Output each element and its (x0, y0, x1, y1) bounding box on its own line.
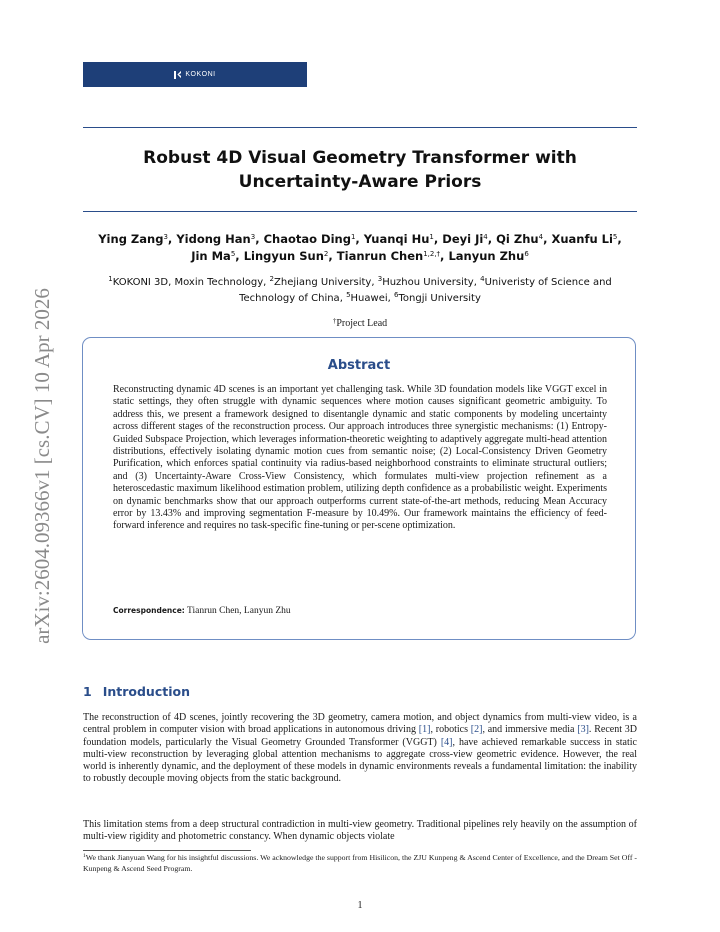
author-name: Lanyun Zhu (448, 249, 525, 263)
abstract-heading: Abstract (327, 358, 391, 373)
author-name: Qi Zhu (496, 232, 539, 246)
citation-link[interactable]: [4] (440, 736, 453, 748)
footnote-rule (83, 850, 251, 851)
author: Lingyun Sun$^2$, (243, 249, 333, 263)
author: Deyi Ji$^4$, (442, 232, 493, 246)
citation-link[interactable]: [1] (418, 724, 431, 736)
affiliation (394, 293, 481, 304)
correspondence-names: Tianrun Chen, Lanyun Zhu (187, 606, 291, 616)
affiliation-name: Zhejiang University (274, 277, 372, 288)
author: Chaotao Ding$^1$, (263, 232, 360, 246)
intro-paragraph-2: This limitation stems from a deep structural contradiction in multi-view geometry. Traditional pipelines rely heavily on the assumption of multi-view rigidity and photometric constancy. When dynamic objects violate (83, 819, 637, 843)
author-affiliation-mark: 3 (163, 233, 168, 241)
author-affiliation-mark: 4 (538, 233, 544, 241)
author: Xuanfu Li$^5$, (551, 232, 622, 246)
kokoni-banner (83, 62, 307, 87)
citation-link[interactable]: [2] (470, 724, 483, 736)
author-name: Ying Zang (98, 232, 164, 246)
author-affiliation-mark: 6 (524, 250, 529, 258)
author-affiliation-mark: 5 (612, 233, 618, 241)
arxiv-identifier: arXiv:2604.09366v1 [cs.CV] 10 Apr 2026 (30, 288, 54, 644)
abstract-box (82, 337, 636, 640)
author-affiliation-mark: 1 (429, 233, 434, 241)
dagger-mark: † (332, 317, 337, 325)
affiliation-number: 4 (480, 275, 485, 283)
affiliation-number: 1 (108, 275, 113, 283)
affiliation: $^4$Univeristy of Science and Technology of China, (239, 275, 612, 304)
correspondence-label: Correspondence: (113, 606, 185, 615)
author: Qi Zhu$^4$, (496, 232, 548, 246)
paper-title (83, 146, 637, 194)
kokoni-logo-icon (174, 71, 182, 79)
affiliation-name: Huzhou University (382, 277, 474, 288)
affiliation-name: Tongji University (398, 293, 481, 304)
author-name: Yidong Han (176, 232, 251, 246)
project-lead-note (83, 318, 637, 329)
title-line-2: Uncertainty-Aware Priors (238, 172, 482, 192)
affiliation-number: 5 (346, 291, 351, 299)
section-title: Introduction (102, 684, 190, 699)
affiliation: $^5$Huawei, (346, 291, 391, 304)
author (448, 249, 528, 263)
title-bottom-rule (83, 211, 637, 212)
author-name: Yuanqi Hu (363, 232, 430, 246)
intro-text: , have achieved remarkable success in static multi-view reconstruction by leveraging global attention mechanisms to aggregate cross-view geometric evidence. However, the real world is inherently dynamic, and the deployment of these models in dynamic environments reveals a fundamental limitation: the inability to robustly decouple moving objects from the static background. (83, 736, 637, 785)
correspondence (113, 606, 291, 616)
affiliation-number: 6 (394, 291, 399, 299)
affiliation-name: Huawei (350, 293, 388, 304)
author-name: Chaotao Ding (263, 232, 351, 246)
author-name: Xuanfu Li (551, 232, 613, 246)
intro-paragraph-1 (83, 712, 637, 786)
author-affiliation-mark: 4 (483, 233, 488, 241)
affiliation-number: 2 (269, 275, 274, 283)
affiliation-name: Univeristy of Science and Technology of China (239, 277, 612, 304)
affiliation: $^2$Zhejiang University, (269, 275, 375, 288)
section-number: 1 (83, 684, 92, 699)
author-name: Deyi Ji (442, 232, 484, 246)
author-affiliation-mark: 1,2,† (423, 250, 441, 258)
page-number: 1 (357, 900, 363, 911)
citation-link[interactable]: [3] (577, 724, 589, 736)
affiliation-list (83, 275, 637, 307)
affiliation-number: 3 (377, 275, 383, 283)
banner-logo-text: KOKONI (185, 71, 216, 78)
abstract-text: Reconstructing dynamic 4D scenes is an important yet challenging task. While 3D foundation models like VGGT excel in static settings, they often struggle with dynamic sequences where motion causes significant geometric ambiguity. To address this, we present a framework designed to disentangle dynamic and static components by modeling uncertainty across different stages of the reconstruction process. Our approach introduces three synergistic mechanisms: (1) Entropy-Guided Subspace Projection, which leverages information-theoretic weighting to adaptively aggregate multi-head attention distributions, effectively isolating dynamic motion cues from semantic noise; (2) Local-Consistency Driven Geometry Purification, which enforces spatial continuity via radius-based neighborhood constraints to eliminate structural outliers; and (3) Uncertainty-Aware Cross-View Consistency, which formulates multi-view projection refinement as a heteroscedastic maximum likelihood estimation problem, utilizing depth confidence as a probabilistic weight. Experiments on dynamic benchmarks show that our approach outperforms current state-of-the-art methods, reducing Mean Accuracy error by 13.43% and improving segmentation F-measure by 10.49%. Our framework maintains the efficiency of feed-forward inference and requires no task-specific fine-tuning or per-scene optimization. (113, 384, 607, 532)
author-list (78, 231, 642, 265)
author-affiliation-mark: 5 (230, 250, 236, 258)
footnote (83, 853, 637, 874)
author-name: Lingyun Sun (243, 249, 324, 263)
author: Tianrun Chen$^{1,2,\dagger}$, (336, 249, 445, 263)
author-name: Jin Ma (191, 249, 231, 263)
affiliation-name: KOKONI 3D, Moxin Technology (112, 277, 264, 288)
intro-text: , robotics (430, 724, 471, 736)
footnote-mark: 1 (83, 853, 86, 859)
title-line-1: Robust 4D Visual Geometry Transformer with (143, 148, 577, 168)
author: Yidong Han$^3$, (176, 232, 260, 246)
title-top-rule (83, 127, 637, 128)
affiliation: $^1$KOKONI 3D, Moxin Technology, (108, 275, 267, 288)
author-affiliation-mark: 3 (250, 233, 256, 241)
author-affiliation-mark: 1 (350, 233, 356, 241)
intro-text: . Recent 3D foundation models, particularly the Visual Geometry Grounded Transformer (VGGT) (83, 724, 637, 748)
project-lead-text: Project Lead (336, 318, 388, 329)
affiliation: $^3$Huzhou University, (377, 275, 477, 288)
author-name: Tianrun Chen (336, 249, 424, 263)
footnote-text: We thank Jianyuan Wang for his insightful discussions. We acknowledge the support from Hisilicon, the ZJU Kunpeng & Ascend Center of Excellence, and the Dream Set Off - Kunpeng & Ascend Seed Program. (83, 853, 637, 873)
intro-text: The reconstruction of 4D scenes, jointly recovering the 3D geometry, camera motion, and object dynamics from multi-view video, is a central problem in computer vision with broad applications in autonomous driving (83, 712, 637, 736)
section-heading-introduction (83, 684, 190, 699)
author: Ying Zang$^3$, (98, 232, 173, 246)
author: Jin Ma$^5$, (191, 249, 240, 263)
author-affiliation-mark: 2 (323, 250, 329, 258)
author: Yuanqi Hu$^1$, (363, 232, 439, 246)
intro-text: , and immersive media (482, 724, 578, 736)
